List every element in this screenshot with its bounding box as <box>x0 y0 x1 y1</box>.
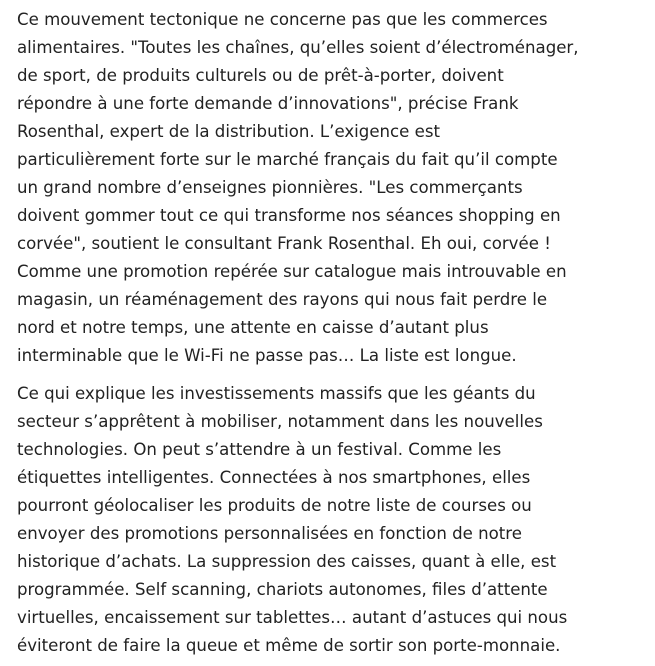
text-line: de sport, de produits culturels ou de prêt-à-porter, doivent <box>17 66 504 85</box>
text-line: répondre à une forte demande d’innovations", précise Frank <box>17 94 519 113</box>
text-line: un grand nombre d’enseignes pionnières. "Les commerçants <box>17 178 523 197</box>
text-line: Comme une promotion repérée sur catalogue mais introuvable en <box>17 262 567 281</box>
text-line: nord et notre temps, une attente en caisse d’autant plus <box>17 318 489 337</box>
text-line: alimentaires. "Toutes les chaînes, qu’elles soient d’électroménager, <box>17 38 579 57</box>
text-line: pourront géolocaliser les produits de notre liste de courses ou <box>17 496 532 515</box>
text-line: historique d’achats. La suppression des caisses, quant à elle, est <box>17 552 557 571</box>
text-line: magasin, un réaménagement des rayons qui nous fait perdre le <box>17 290 548 309</box>
text-line: secteur s’apprêtent à mobiliser, notamment dans les nouvelles <box>17 412 543 431</box>
paragraph-2 <box>17 380 647 660</box>
text-line: Rosenthal, expert de la distribution. L’exigence est <box>17 122 441 141</box>
text-line: interminable que le Wi-Fi ne passe pas… La liste est longue. <box>17 346 517 365</box>
paragraph-1 <box>17 6 647 370</box>
text-line: éviteront de faire la queue et même de sortir son porte-monnaie. <box>17 636 561 655</box>
text-line: doivent gommer tout ce qui transforme nos séances shopping en <box>17 206 561 225</box>
text-line: particulièrement forte sur le marché français du fait qu’il compte <box>17 150 558 169</box>
text-line: envoyer des promotions personnalisées en fonction de notre <box>17 524 522 543</box>
text-line: étiquettes intelligentes. Connectées à nos smartphones, elles <box>17 468 531 487</box>
text-line: virtuelles, encaissement sur tablettes… autant d’astuces qui nous <box>17 608 568 627</box>
text-line: Ce mouvement tectonique ne concerne pas que les commerces <box>17 10 548 29</box>
text-line: programmée. Self scanning, chariots autonomes, files d’attente <box>17 580 548 599</box>
text-line: Ce qui explique les investissements massifs que les géants du <box>17 384 536 403</box>
text-line: corvée", soutient le consultant Frank Rosenthal. Eh oui, corvée ! <box>17 234 551 253</box>
text-line: technologies. On peut s’attendre à un festival. Comme les <box>17 440 502 459</box>
